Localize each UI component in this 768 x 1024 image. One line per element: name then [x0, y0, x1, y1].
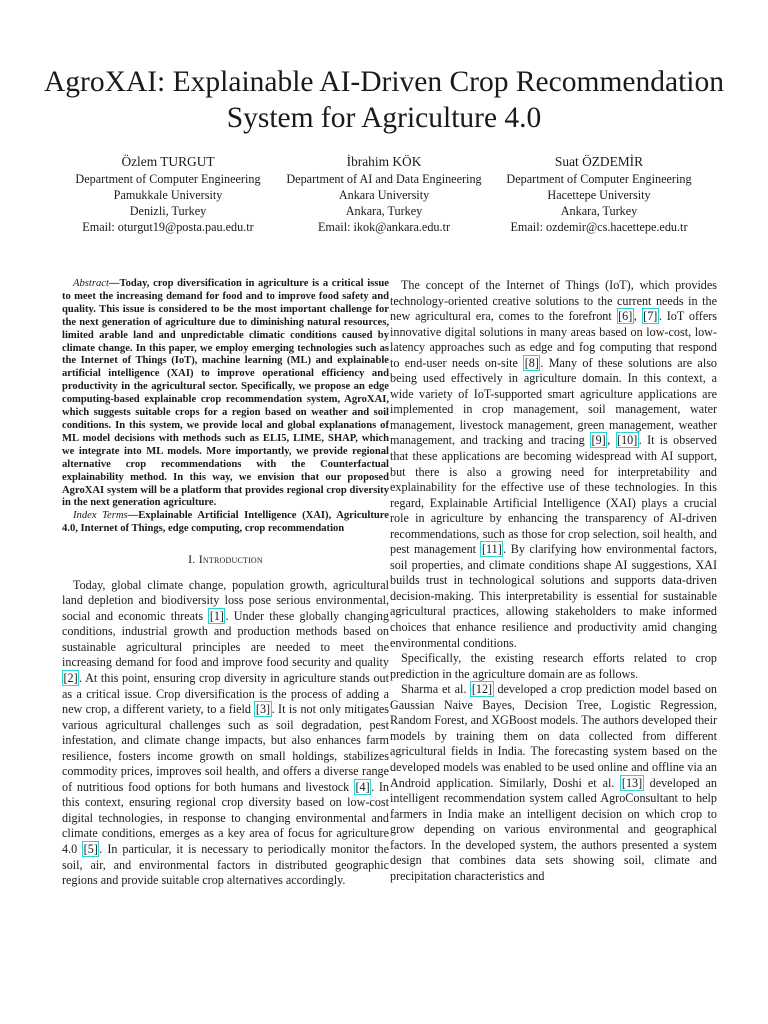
citation-link[interactable]: [2]: [63, 670, 78, 685]
citation-link[interactable]: [6]: [618, 309, 633, 324]
author-department: Department of Computer Engineering: [75, 172, 261, 186]
citation-link[interactable]: [3]: [255, 702, 271, 717]
right-column: [390, 278, 717, 884]
abstract-text: —Today, crop diversification in agriculture is a critical issue to meet the increasing demand for food and to improve food safety and quality. This issue is considered to be the most important challenge for the next generation of agriculture due to diminishing natural resources, limited arable land and unpredictable climatic conditions caused by climate change. In this paper, we employ emerging technologies such as the Internet of Things (IoT), machine learning (ML) and explainable artificial intelligence (XAI) to improve operational efficiency and productivity in the agricultural sector. Specifically, we propose an edge computing-based explainable crop recommendation system, AgroXAI, which suggests suitable crops for a region based on weather and soil conditions. In this system, we provide local and global explanations of ML model decisions with methods such as ELI5, LIME, SHAP, which we integrate into ML models. More importantly, we provide regional alternative crop recommendations with the Counterfactual explainability method. In this way, we envision that our proposed AgroXAI system will be a platform that provides regional crop diversity in the next generation agriculture.: [62, 278, 389, 509]
index-terms: [62, 510, 389, 536]
author-university: Hacettepe University: [547, 188, 651, 202]
intro-paragraph-2: The concept of the Internet of Things (IoT), which provides technology-oriented creative solutions to the current needs in the new agricultural era, comes to the forefront [6] , [7] . IoT offers innovative digital solutions in many areas based on low-cost, low-latency approaches such as edge and fog computing that respond to end-user needs on-site [8] . Many of these solutions are also being used effectively in agriculture domain. In this context, a wide variety of IoT-supported smart agriculture applications are implemented in crop management, soil management, water management, livestock management, green management, weather management, and tracking and tracing [9] , [10] . It is observed that these applications are becoming widespread with AI support, but there is also a growing need for interpretability and explainability for the effective use of these technologies. In this regard, Explainable Artificial Intelligence (XAI) plays a crucial role in agriculture by enhancing the transparency of AI-driven recommendations, such as those for crop selection, soil health, and pest management [11] . By clarifying how environmental factors, soil properties, and climate conditions shape AI suggestions, XAI builds trust in technological solutions and supports data-driven decision-making. This interpretability is essential for sustainable agricultural practices, allowing stakeholders to make informed choices that enhance resilience and productivity amid changing environmental conditions.: [390, 278, 718, 650]
author-location: Ankara, Turkey: [345, 204, 423, 218]
author-email[interactable]: Email: oturgut19@posta.pau.edu.tr: [82, 220, 254, 234]
section-title: Introduction: [198, 552, 263, 567]
citation-link[interactable]: [1]: [209, 608, 224, 623]
author-location: Denizli, Turkey: [129, 204, 207, 218]
citation-link[interactable]: [7]: [643, 309, 658, 324]
left-column: [62, 278, 389, 889]
author-department: Department of Computer Engineering: [506, 172, 692, 186]
author-name: İbrahim KÖK: [346, 154, 422, 169]
citation-link[interactable]: [11]: [481, 542, 502, 557]
author-block-3: [489, 154, 709, 235]
citation-link[interactable]: [10]: [617, 433, 638, 448]
author-block-1: [58, 154, 278, 235]
citation-link[interactable]: [9]: [591, 433, 606, 448]
section-heading: [62, 552, 389, 568]
section-number: I.: [188, 552, 196, 567]
citation-link[interactable]: [12]: [471, 682, 493, 697]
citation-link[interactable]: [8]: [524, 355, 539, 370]
citation-link[interactable]: [13]: [621, 775, 643, 790]
author-university: Pamukkale University: [113, 188, 223, 202]
citation-link[interactable]: [5]: [83, 841, 98, 856]
author-department: Department of AI and Data Engineering: [286, 172, 482, 186]
author-block-2: [274, 154, 494, 235]
intro-paragraph-1: Today, global climate change, population growth, agricultural land depletion and biodiversity loss pose serious environmental, social and economic threats [1] . Under these globally changing conditions, industrial growth and production methods based on sustainable agricultural principles are needed to meet the increasing demand for food and improve food security and quality [2] . At this point, ensuring crop diversity in agriculture stands out as a critical issue. Crop diversification is the process of adding a new crop, a different variety, to a field [3] . It is not only mitigates various agricultural challenges such as soil degradation, pest infestation, and climate change impacts, but also enhances farm resilience, fosters income growth on small holdings, stabilizes commodity prices, improves soil health, and offers a diverse range of nutritious food options for both humans and livestock [4] . In this context, ensuring regional crop diversity based on low-cost digital technologies, in response to changing environmental and climate conditions, emerges as a key area of focus for agriculture 4.0 [5] . In particular, it is necessary to periodically monitor the soil, air, and environmental factors in distributed geographic regions and provide suitable crop alternatives accordingly.: [62, 577, 389, 888]
citation-link[interactable]: [4]: [355, 779, 370, 794]
intro-paragraph-3: Specifically, the existing research efforts related to crop prediction in the agriculture domain are as follows.: [390, 651, 717, 681]
index-terms-text: —Explainable Artificial Intelligence (XAI), Agriculture 4.0, Internet of Things, edge computing, crop recommendation: [62, 510, 389, 535]
abstract-label: Abstract: [73, 278, 109, 289]
author-email[interactable]: Email: ozdemir@cs.hacettepe.edu.tr: [510, 220, 688, 234]
paper-title: AgroXAI: Explainable AI-Driven Crop Recommendation System for Agriculture 4.0: [44, 66, 724, 134]
author-location: Ankara, Turkey: [560, 204, 638, 218]
index-terms-label: Index Terms: [73, 510, 128, 522]
author-name: Özlem TURGUT: [121, 154, 215, 169]
author-email[interactable]: Email: ikok@ankara.edu.tr: [317, 220, 451, 234]
intro-paragraph-4: Sharma et al. [12] developed a crop prediction model based on Gaussian Naive Bayes, Decision Tree, Logistic Regression, Random Forest, and XGBoost models. The authors developed their models by training them on data collected from different agricultural fields in India. The forecasting system based on the developed models was enabled to be used online and offline via an Android application. Similarly, Doshi et al. [13] developed an intelligent recommendation system called AgroConsultant to help farmers in India make an intelligent decision on which crop to grow depending on various environmental and geographical factors. In the developed system, the authors presented a system design that combines data sets showing soil, climate and precipitation characteristics and: [390, 682, 718, 883]
abstract: [62, 278, 389, 510]
author-name: Suat ÖZDEMİR: [554, 154, 644, 169]
author-university: Ankara University: [338, 188, 430, 202]
